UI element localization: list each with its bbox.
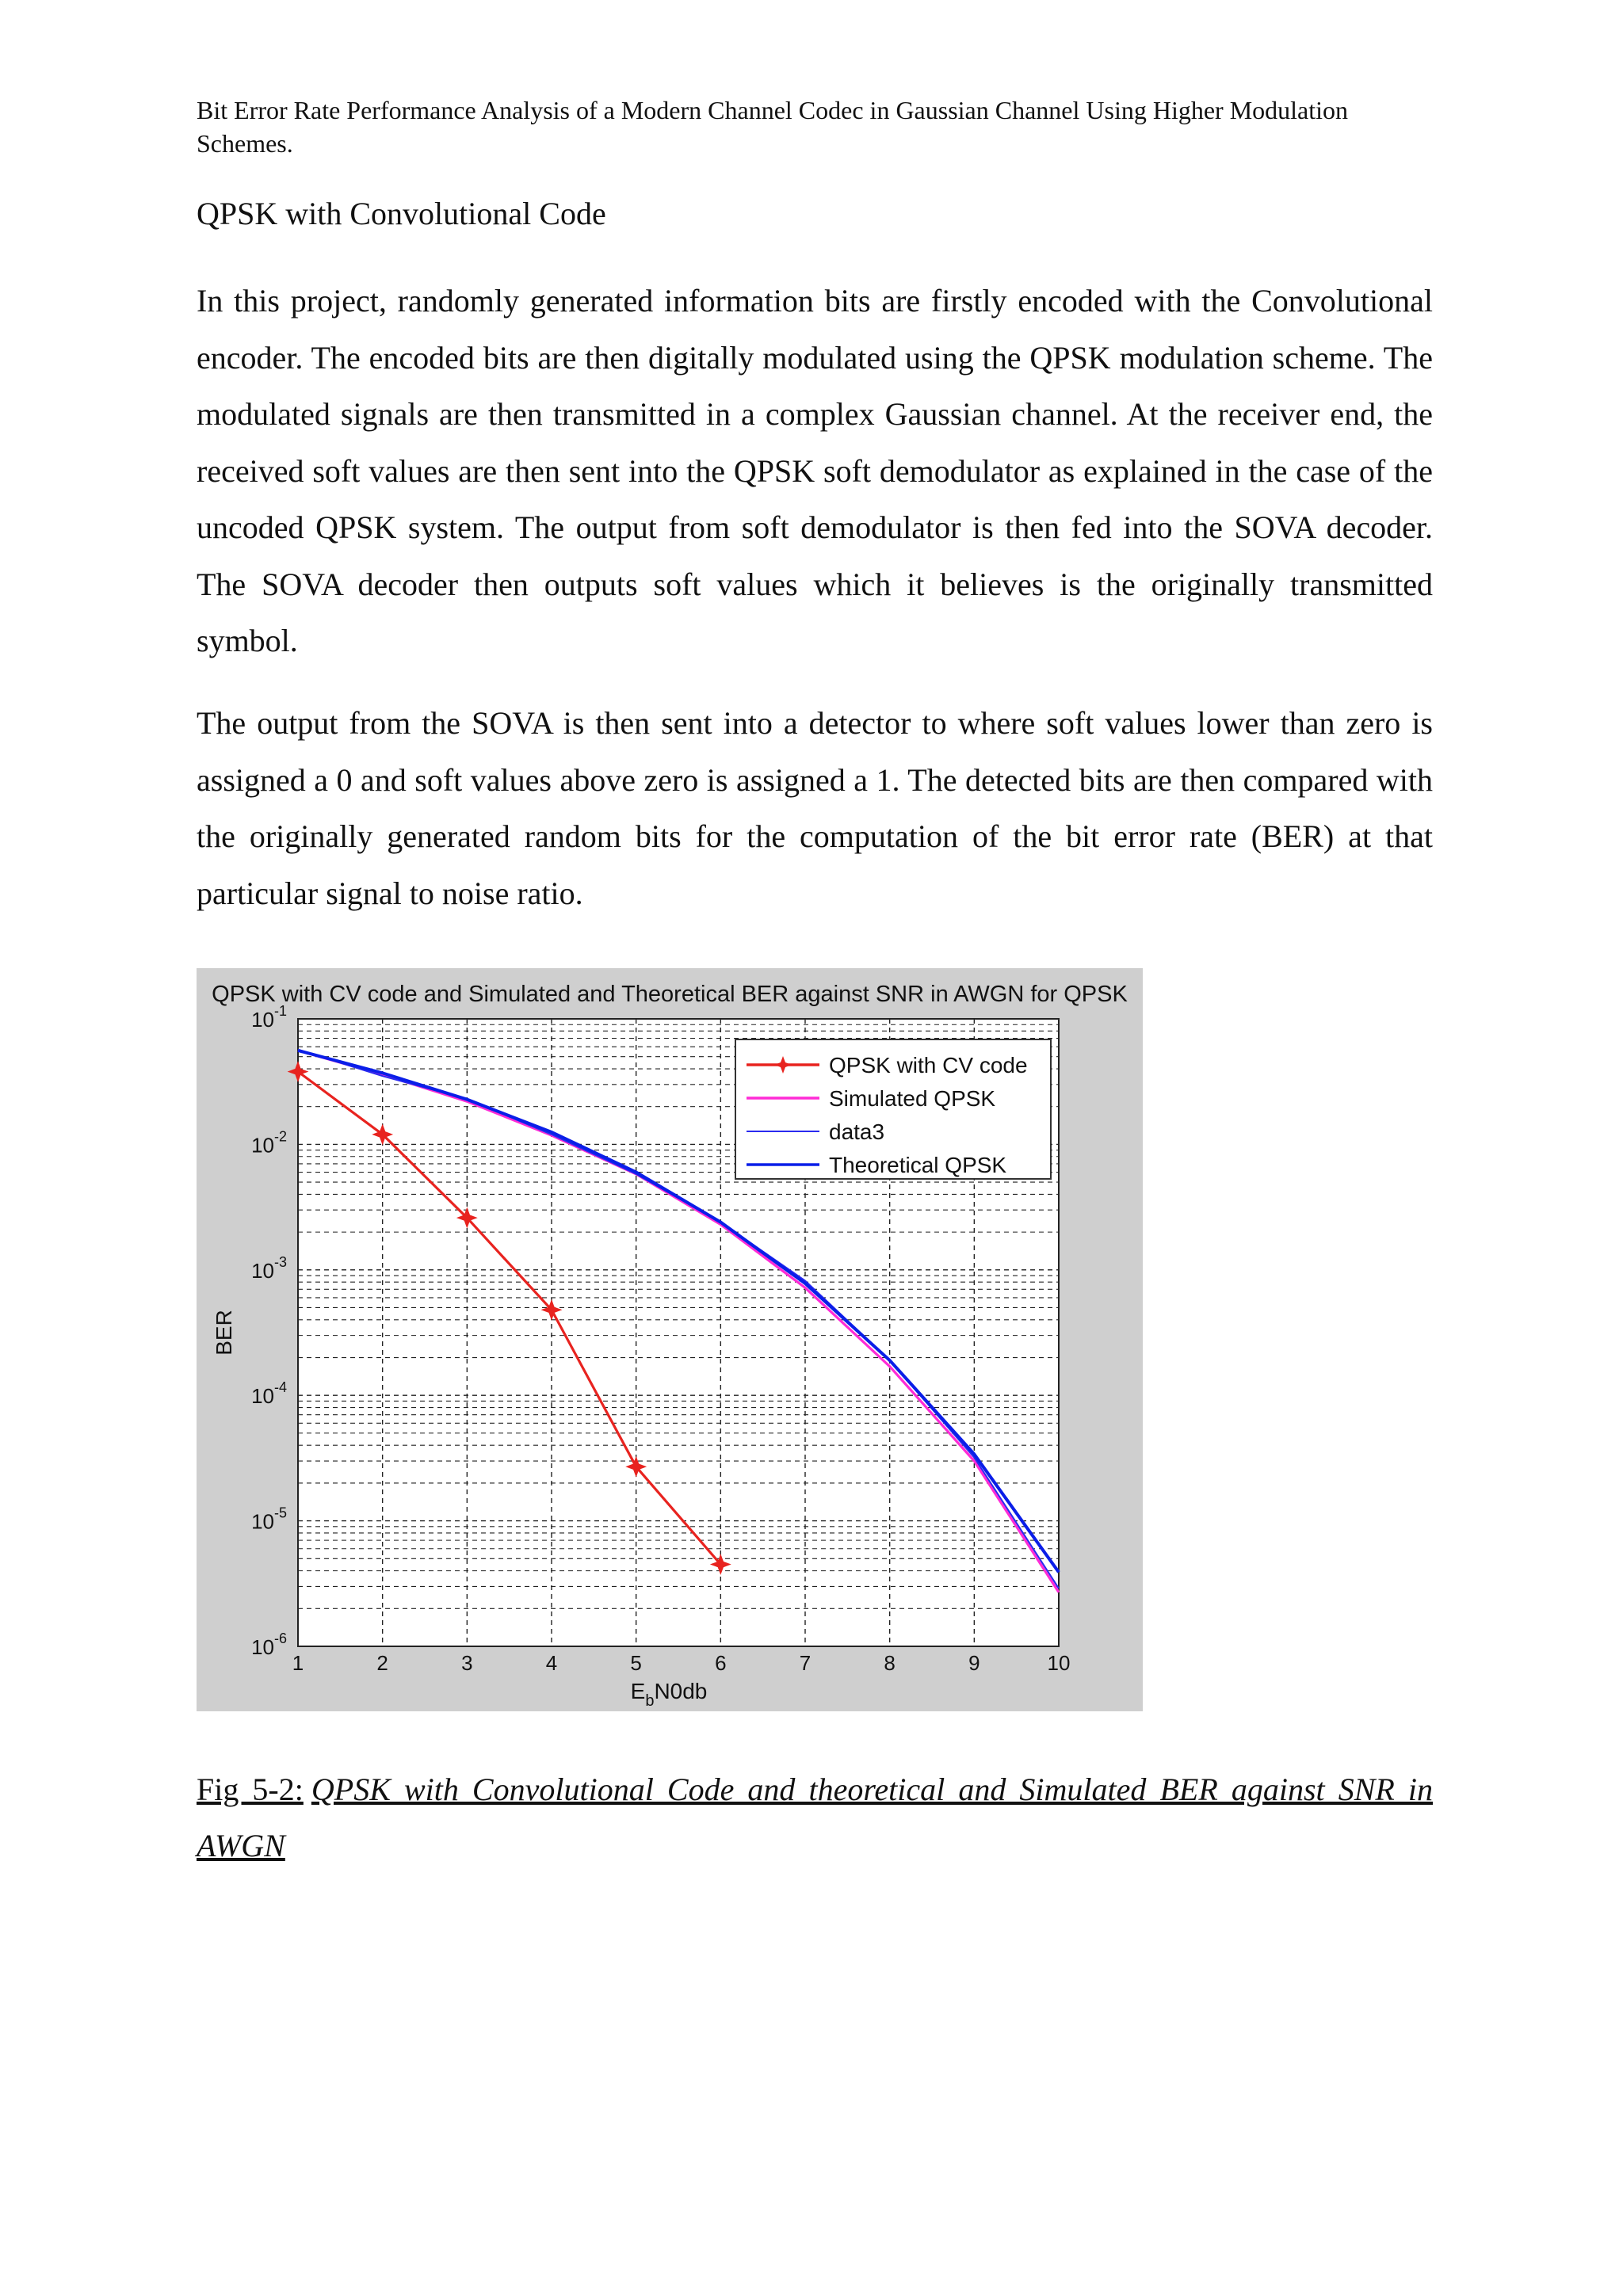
x-tick-label: 5 [630, 1651, 642, 1675]
legend-label: data3 [829, 1119, 885, 1144]
legend [735, 1039, 1051, 1179]
x-axis-label: $E_bN0db$ [630, 1679, 708, 1710]
legend-label: Theoretical QPSK [829, 1153, 1007, 1177]
x-tick-label: 4 [545, 1651, 558, 1675]
y-axis-label: BER [212, 1310, 236, 1356]
y-tick-label: $10^{-4}$ [251, 1379, 287, 1409]
x-tick-label: 2 [376, 1651, 388, 1675]
paragraph-1: In this project, randomly generated information bits are firstly encoded with the Convolutional encoder. The encoded bits are then digitally modulated using the QPSK modulation scheme. The modulated signals are then transmitted in a complex Gaussian channel. At the receiver end, the received soft values are then sent into the QPSK soft demodulator as explained in the case of the uncoded QPSK system. The output from soft demodulator is then fed into the SOVA decoder. The SOVA decoder then outputs soft values which it believes is the originally transmitted symbol. [197, 283, 1433, 658]
legend-label: QPSK with CV code [829, 1053, 1028, 1077]
y-tick-label: $10^{-3}$ [251, 1253, 287, 1283]
y-tick-label: $10^{-1}$ [251, 1003, 287, 1032]
chart-title: QPSK with CV code and Simulated and Theoretical BER against SNR in AWGN for QPSK [212, 982, 1128, 1007]
y-tick-label: $10^{-5}$ [251, 1505, 287, 1534]
y-tick-label: $10^{-6}$ [251, 1630, 287, 1659]
section-title: QPSK with Convolutional Code [197, 196, 606, 231]
ber-chart [197, 968, 1143, 1711]
paragraph-2: The output from the SOVA is then sent into a detector to where soft values lower than zero is assigned a 0 and soft values above zero is assigned a 1. The detected bits are then compared with the originally generated random bits for the computation of the bit error rate (BER) at that particular signal to noise ratio. [197, 705, 1433, 911]
caption-text: QPSK with Convolutional Code and theoretical and Simulated BER against SNR in AWGN [197, 1772, 1434, 1863]
legend-label: Simulated QPSK [829, 1086, 996, 1111]
figure-caption [197, 1761, 1433, 1874]
caption-label: Fig 5-2: [197, 1772, 304, 1807]
x-tick-label: 3 [461, 1651, 473, 1675]
x-tick-label: 7 [799, 1651, 812, 1675]
ber-figure [197, 968, 1143, 1711]
x-tick-label: 9 [968, 1651, 980, 1675]
x-tick-label: 8 [884, 1651, 896, 1675]
x-tick-label: 10 [1047, 1651, 1071, 1675]
x-tick-label: 6 [715, 1651, 727, 1675]
y-tick-label: $10^{-2}$ [251, 1128, 287, 1158]
x-tick-label: 1 [292, 1651, 304, 1675]
running-head: Bit Error Rate Performance Analysis of a Modern Channel Codec in Gaussian Channel Using Higher Modulation Schemes. [197, 96, 1349, 158]
